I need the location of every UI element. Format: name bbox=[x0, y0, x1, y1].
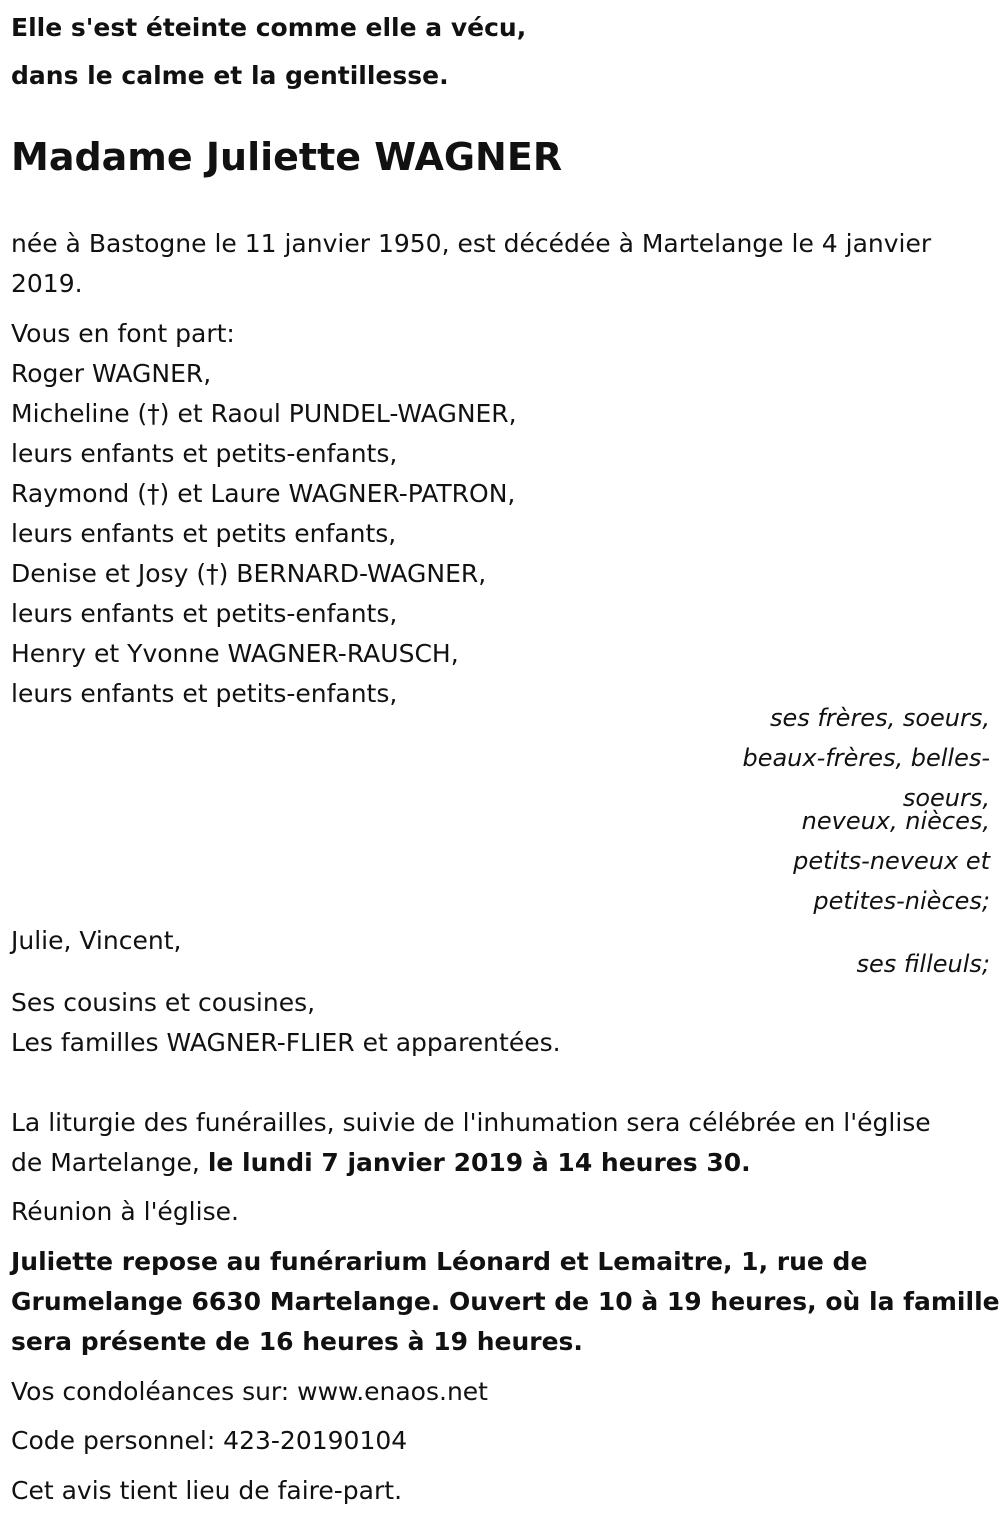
funeral-home-line-3: sera présente de 16 heures à 19 heures. bbox=[11, 1327, 583, 1356]
personal-code: Code personnel: 423-20190104 bbox=[11, 1426, 408, 1455]
condolences-link[interactable]: Vos condoléances sur: www.enaos.net bbox=[11, 1377, 488, 1406]
family-header: Vous en font part: bbox=[11, 319, 235, 348]
family-line: leurs enfants et petits-enfants, bbox=[11, 679, 398, 708]
ceremony-date: le lundi 7 janvier 2019 à 14 heures 30. bbox=[207, 1148, 751, 1177]
birth-line-1: née à Bastogne le 11 janvier 1950, est décédée à Martelange le 4 janvier bbox=[11, 229, 932, 258]
family-line: Denise et Josy (†) BERNARD-WAGNER, bbox=[11, 559, 487, 588]
families: Les familles WAGNER-FLIER et apparentées. bbox=[11, 1028, 561, 1057]
ceremony-location: de Martelange, bbox=[11, 1148, 208, 1177]
family-line: leurs enfants et petits-enfants, bbox=[11, 439, 398, 468]
intro-line-1: Elle s'est éteinte comme elle a vécu, bbox=[11, 13, 527, 42]
relation-godchildren: ses filleuls; bbox=[856, 950, 990, 978]
family-line: Raymond (†) et Laure WAGNER-PATRON, bbox=[11, 479, 516, 508]
relation-siblings-line-3: soeurs, bbox=[902, 784, 990, 812]
cousins: Ses cousins et cousines, bbox=[11, 988, 316, 1017]
meeting-note: Réunion à l'église. bbox=[11, 1197, 239, 1226]
birth-line-2: 2019. bbox=[11, 269, 83, 298]
relation-nephews-line-3: petites-nièces; bbox=[813, 887, 990, 915]
relation-nephews-line-2: petits-neveux et bbox=[793, 847, 990, 875]
relation-siblings-line-2: beaux-frères, belles- bbox=[742, 744, 990, 772]
family-line: leurs enfants et petits enfants, bbox=[11, 519, 397, 548]
family-line: Henry et Yvonne WAGNER-RAUSCH, bbox=[11, 639, 459, 668]
funeral-home-line-2: Grumelange 6630 Martelange. Ouvert de 10 à 19 heures, où la famille bbox=[11, 1287, 1000, 1316]
family-line: Micheline (†) et Raoul PUNDEL-WAGNER, bbox=[11, 399, 517, 428]
family-line: Roger WAGNER, bbox=[11, 359, 212, 388]
relation-nephews-line-1: neveux, nièces, bbox=[801, 807, 990, 835]
funeral-home-line-1: Juliette repose au funérarium Léonard et Lemaitre, 1, rue de bbox=[11, 1247, 868, 1276]
godchildren: Julie, Vincent, bbox=[11, 926, 182, 955]
ceremony-line-2 bbox=[11, 1150, 751, 1175]
deceased-name: Madame Juliette WAGNER bbox=[11, 135, 563, 179]
intro-line-2: dans le calme et la gentillesse. bbox=[11, 61, 449, 90]
notice-footer: Cet avis tient lieu de faire-part. bbox=[11, 1476, 403, 1505]
family-line: leurs enfants et petits-enfants, bbox=[11, 599, 398, 628]
ceremony-line-1: La liturgie des funérailles, suivie de l'inhumation sera célébrée en l'église bbox=[11, 1108, 931, 1137]
relation-siblings-line-1: ses frères, soeurs, bbox=[769, 704, 990, 732]
